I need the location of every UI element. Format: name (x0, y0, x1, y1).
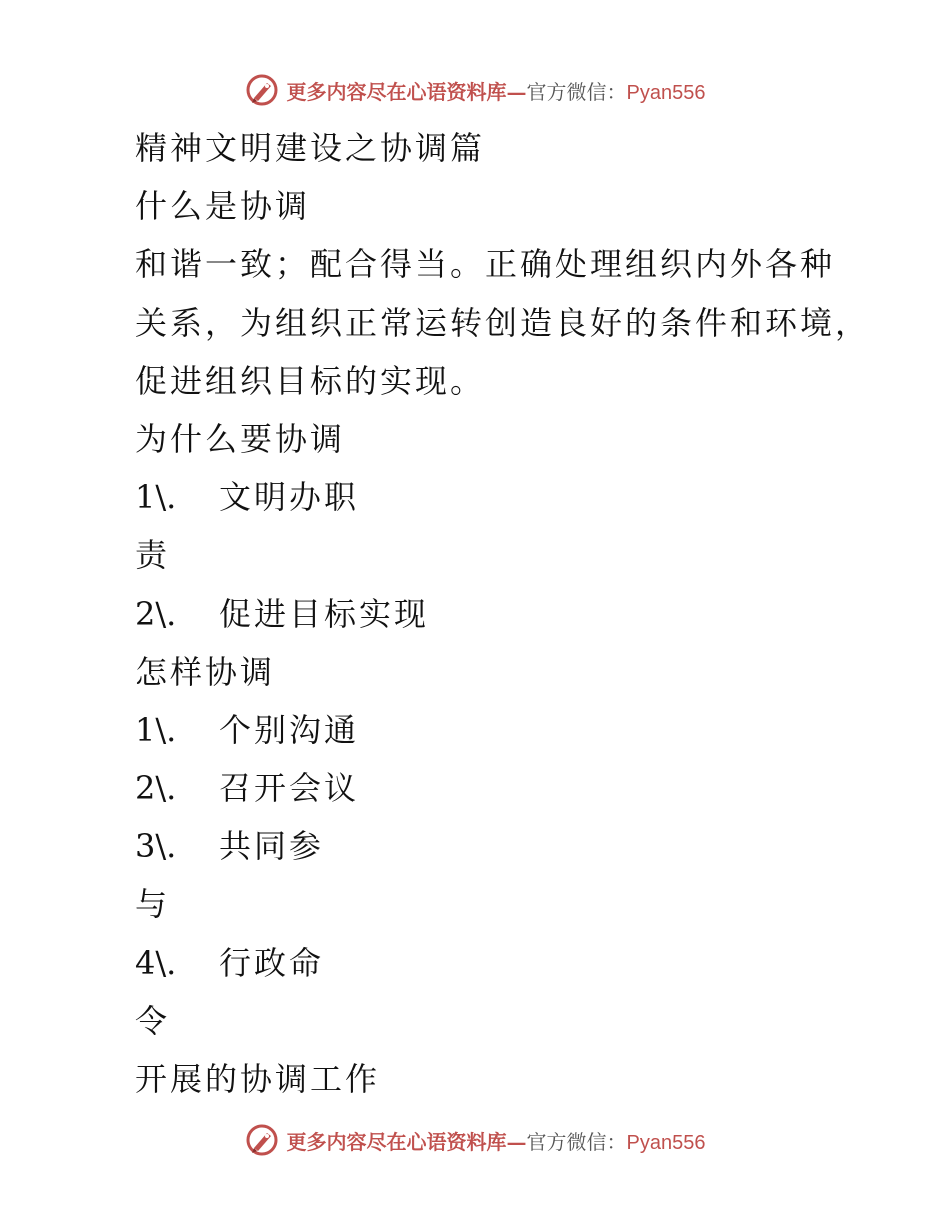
line-text: 令 (135, 1001, 171, 1040)
document-line (135, 410, 855, 468)
line-text: 怎样协调 (135, 652, 276, 691)
banner-wechat-label: 官方微信： (526, 79, 627, 104)
list-number: 3\. (135, 827, 177, 866)
document-line (135, 759, 855, 817)
list-number: 2\. (135, 769, 177, 808)
document-line (135, 875, 855, 933)
line-text: 精神文明建设之协调篇 (135, 129, 486, 167)
footer-watermark-banner (0, 1120, 950, 1160)
pen-logo-icon (245, 1123, 279, 1157)
document-line (135, 235, 855, 293)
line-text: 开展的协调工作 (135, 1060, 381, 1098)
line-text: 共同参 (219, 827, 325, 866)
document-line (135, 352, 855, 410)
list-number: 2\. (135, 594, 177, 633)
banner-main-text: 更多内容尽在心语资料库— (286, 1129, 527, 1154)
pen-logo-icon (245, 73, 279, 107)
document-line (135, 119, 855, 177)
line-text: 促进目标实现 (219, 594, 430, 633)
document-line (135, 468, 855, 526)
line-text: 个别沟通 (219, 710, 360, 749)
line-text: 责 (135, 536, 171, 575)
document-line (135, 817, 855, 875)
list-number: 1\. (135, 478, 177, 517)
banner-wechat-id: Pyan556 (626, 1131, 706, 1154)
document-line (135, 294, 871, 352)
banner-text (287, 1126, 706, 1155)
line-text: 什么是协调 (135, 187, 311, 226)
document-line (135, 701, 855, 759)
line-text: 行政命 (219, 943, 325, 982)
line-text: 促进组织目标的实现。 (135, 361, 486, 400)
document-line (135, 177, 855, 235)
document-line (135, 526, 855, 584)
line-text: 召开会议 (219, 769, 360, 808)
list-number: 1\. (135, 710, 177, 749)
line-text: 和谐一致；配合得当。正确处理组织内外各种 (135, 245, 836, 284)
document-line (135, 643, 855, 701)
banner-text (287, 76, 706, 105)
line-text: 与 (135, 885, 171, 924)
document-line (135, 585, 855, 643)
document-line (135, 1050, 855, 1108)
header-watermark-banner (0, 70, 950, 110)
banner-wechat-label: 官方微信： (526, 1129, 627, 1154)
document-body (135, 119, 871, 1108)
line-text: 关系，为组织正常运转创造良好的条件和环境， (135, 303, 871, 342)
document-line (135, 992, 855, 1050)
line-text: 为什么要协调 (135, 419, 346, 458)
banner-main-text: 更多内容尽在心语资料库— (286, 79, 527, 104)
banner-wechat-id: Pyan556 (626, 81, 706, 104)
line-text: 文明办职 (219, 478, 360, 517)
list-number: 4\. (135, 943, 177, 982)
document-line (135, 934, 855, 992)
